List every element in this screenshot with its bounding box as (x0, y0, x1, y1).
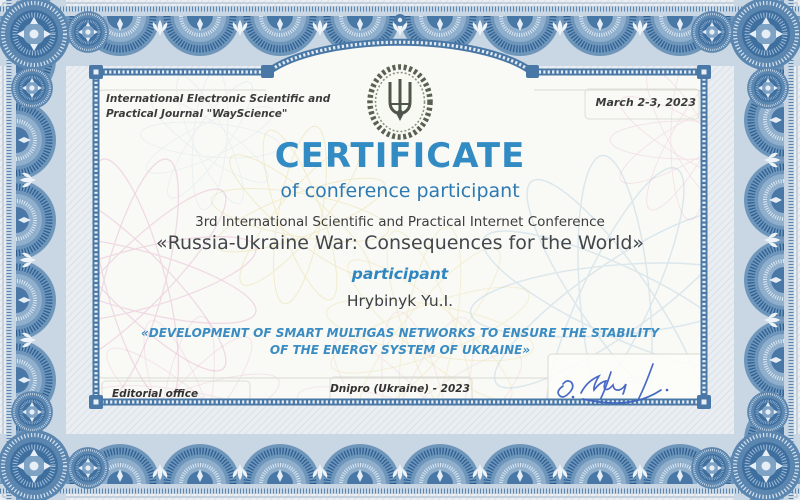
place-and-year: Dnipro (Ukraine) - 2023 (330, 383, 470, 395)
conference-name: «Russia-Ukraine War: Consequences for the World» (155, 232, 645, 254)
certificate-title: CERTIFICATE (274, 136, 526, 176)
participant-role: participant (351, 265, 449, 283)
ukraine-trident-emblem-icon (360, 60, 440, 144)
paper-title (100, 325, 700, 360)
issuer-label: Editorial office (112, 388, 199, 400)
signature-icon (549, 356, 701, 404)
conference-date: March 2-3, 2023 (595, 96, 696, 109)
conference-intro: 3rd International Scientific and Practical Internet Conference (195, 214, 605, 230)
journal-name-line2: Practical Journal "WayScience" (106, 107, 288, 120)
certificate-subtitle: of conference participant (280, 180, 520, 202)
journal-name-line1: International Electronic Scientific and (106, 93, 331, 105)
journal-name (106, 92, 366, 121)
paper-title-line2: OF THE ENERGY SYSTEM OF UKRAINE» (269, 343, 531, 358)
recipient-name: Hrybinyk Yu.I. (346, 292, 454, 310)
paper-title-line1: «DEVELOPMENT OF SMART MULTIGAS NETWORKS TO ENSURE THE STABILITY (140, 326, 660, 340)
